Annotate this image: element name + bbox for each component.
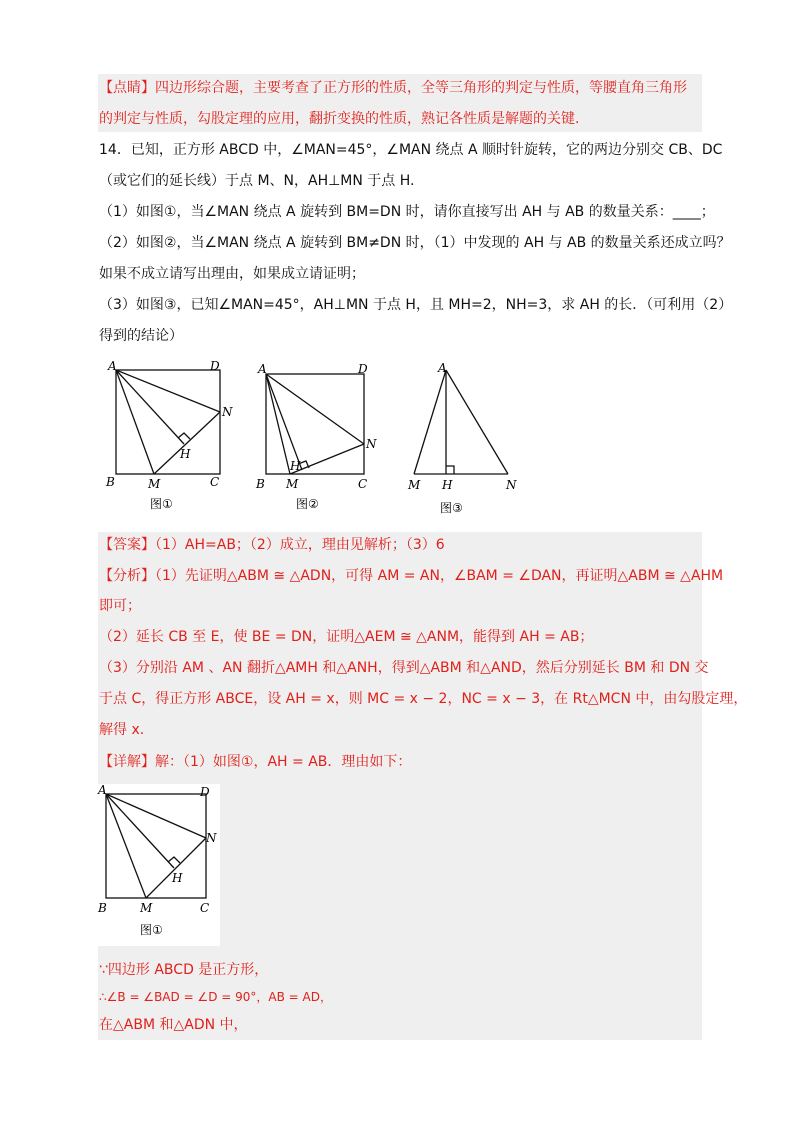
problem-line-2: （或它们的延长线）于点 M、N，AH⊥MN 于点 H.: [99, 173, 415, 189]
fig1-label-n: N: [222, 405, 233, 419]
detail-fig-label-b: B: [98, 901, 107, 915]
fig2-label-a: A: [258, 362, 267, 376]
fig2-caption: 图②: [296, 497, 319, 511]
fig1-caption: 图①: [150, 497, 173, 511]
analysis-line-5: 于点 C，得正方形 ABCE，设 AH = x，则 MC = x − 2，NC = x − 3，在 Rt△MCN 中，由勾股定理，: [99, 691, 748, 707]
answer-tag: 【答案】: [99, 537, 155, 553]
analysis-line-2: 即可；: [99, 598, 141, 614]
problem-line-4: （2）如图②，当∠MAN 绕点 A 旋转到 BM≠DN 时，（1）中发现的 AH 与 AB 的数量关系还成立吗？: [99, 235, 731, 251]
fig2-label-b: B: [256, 477, 265, 491]
analysis-line-6: 解得 x.: [99, 722, 145, 738]
fig2-label-n: N: [366, 437, 377, 451]
detail-figure: [96, 784, 220, 946]
fig3-label-a: A: [438, 361, 447, 375]
answer-text: （1）AH=AB；（2）成立，理由见解析；（3）6: [155, 537, 445, 553]
detail-fig-label-n: N: [206, 831, 217, 845]
analysis-line-4: （3）分别沿 AM 、AN 翻折△AMH 和△ANH，得到△ABM 和△AND，然后分别延长 BM 和 DN 交: [99, 660, 709, 676]
detail-fig-label-h: H: [172, 871, 183, 885]
fig2-label-c: C: [358, 477, 368, 491]
detail-fig-label-m: M: [140, 901, 153, 915]
fig1-label-d: D: [210, 359, 220, 373]
detail-fig-caption: 图①: [140, 923, 163, 937]
detail-fig-label-c: C: [200, 901, 210, 915]
analysis-line-3: （2）延长 CB 至 E，使 BE = DN，证明△AEM ≅ △ANM，能得到 AH = AB；: [99, 629, 594, 645]
detail-line-1: 【详解】解：（1）如图①，AH = AB．理由如下：: [99, 754, 412, 770]
problem-line-5: 如果不成立请写出理由，如果成立请证明；: [99, 266, 365, 282]
problem-line-7: 得到的结论）: [99, 328, 183, 344]
fig2-label-h: H: [290, 459, 301, 473]
fig1-label-a: A: [108, 359, 117, 373]
detail-line-3: ∴∠B = ∠BAD = ∠D = 90°，AB = AD，: [99, 990, 332, 1004]
figure-3: [404, 358, 534, 522]
fig1-label-m: M: [148, 477, 161, 491]
analysis-tag: 【分析】: [99, 568, 155, 584]
fig1-label-c: C: [210, 475, 220, 489]
analysis-line-1: 【分析】（1）先证明△ABM ≅ △ADN，可得 AM = AN，∠BAM = ∠DAN，再证明△ABM ≅ △AHM: [99, 568, 724, 584]
detail-line-2: ∵四边形 ABCD 是正方形，: [99, 962, 269, 978]
detail-tag: 【详解】: [99, 754, 155, 770]
fig1-label-h: H: [180, 447, 191, 461]
problem-line-6: （3）如图③，已知∠MAN=45°，AH⊥MN 于点 H，且 MH=2，NH=3，求 AH 的长．（可利用（2）: [99, 297, 733, 313]
fig1-label-b: B: [106, 475, 115, 489]
detail-fig-label-d: D: [200, 785, 210, 799]
fig3-caption: 图③: [440, 501, 463, 515]
detail-fig-label-a: A: [98, 784, 107, 797]
problem-line-1: 14．已知，正方形 ABCD 中，∠MAN=45°，∠MAN 绕点 A 顺时针旋转，它的两边分别交 CB、DC: [99, 142, 723, 158]
figure-1: [104, 358, 234, 522]
fig2-label-d: D: [358, 362, 368, 376]
dianjing-tag: 【点睛】: [99, 80, 155, 96]
detail-line-4: 在△ABM 和△ADN 中，: [99, 1017, 248, 1033]
figure-2: [254, 358, 384, 522]
fig3-label-h: H: [442, 478, 453, 492]
dianjing-line-1: 【点睛】四边形综合题，主要考查了正方形的性质，全等三角形的判定与性质，等腰直角三角形: [99, 80, 687, 96]
fig2-label-m: M: [286, 477, 299, 491]
fig3-label-m: M: [408, 478, 421, 492]
answer-line: [99, 535, 445, 555]
fig3-label-n: N: [506, 478, 517, 492]
dianjing-line-2: 的判定与性质，勾股定理的应用，翻折变换的性质，熟记各性质是解题的关键.: [99, 111, 580, 127]
problem-line-3: （1）如图①，当∠MAN 绕点 A 旋转到 BM=DN 时，请你直接写出 AH 与 AB 的数量关系：____；: [99, 204, 715, 220]
